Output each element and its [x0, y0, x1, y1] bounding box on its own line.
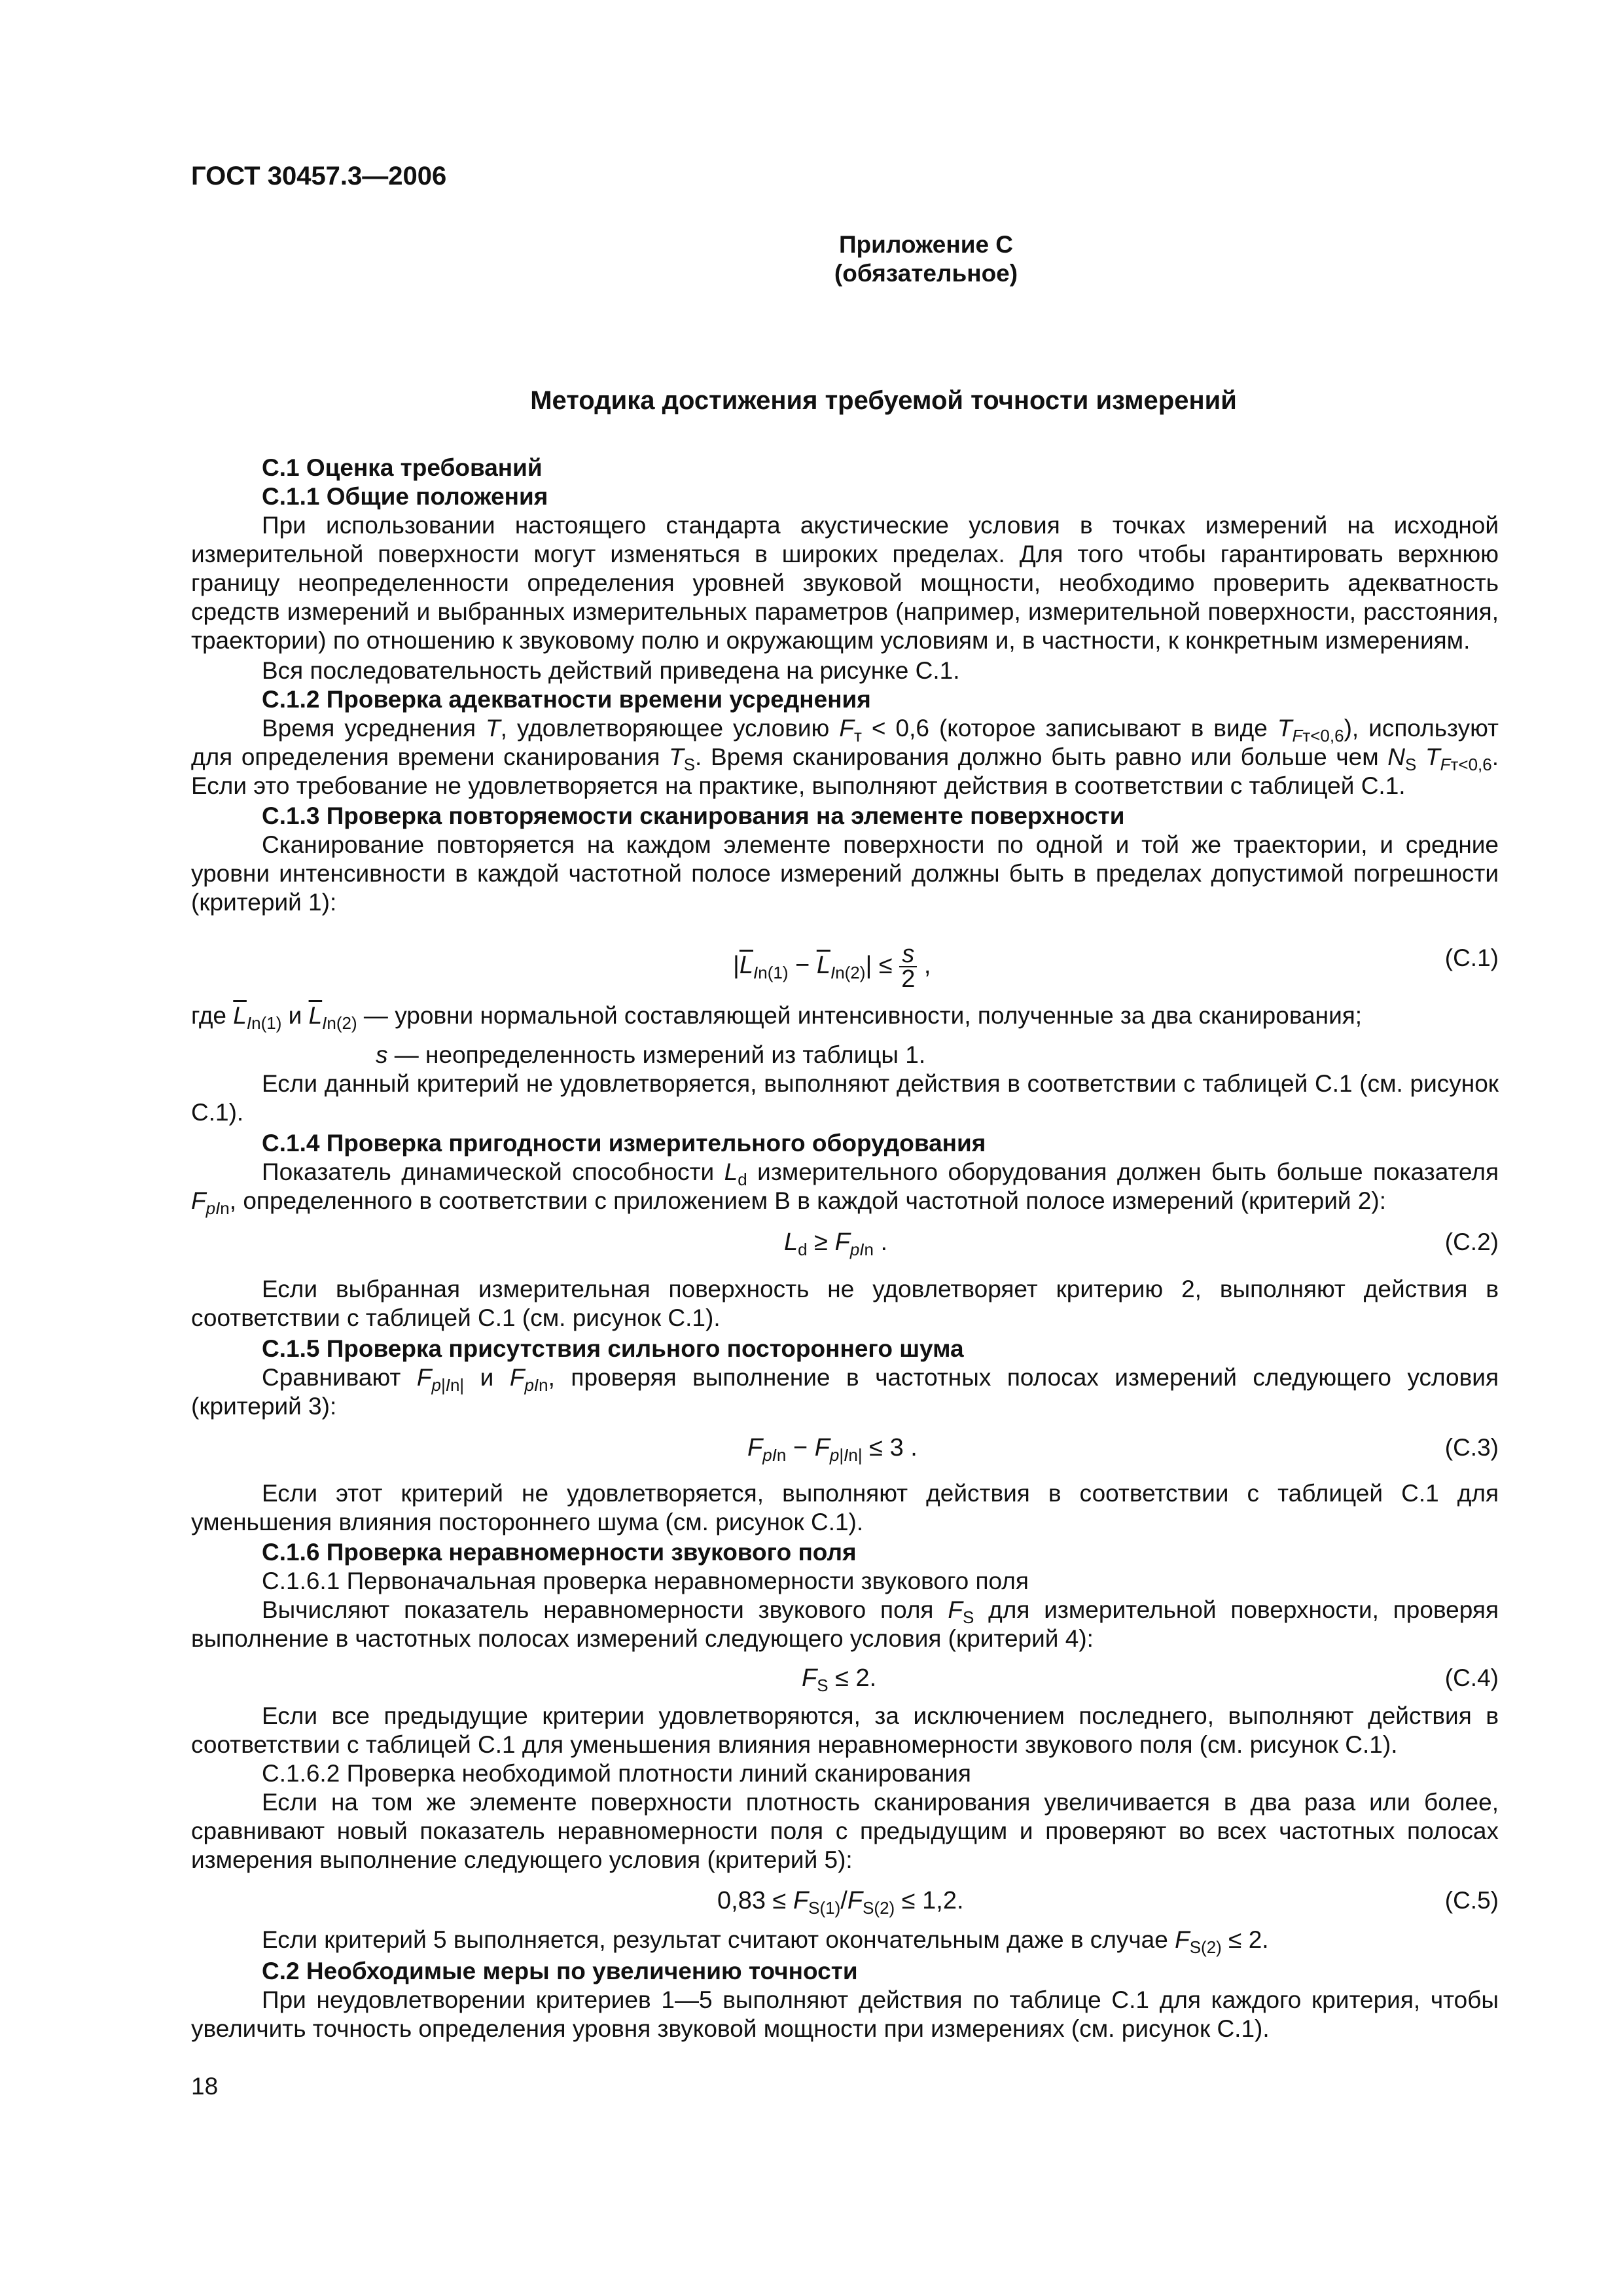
section-c13-heading: С.1.3 Проверка повторяемости сканирования на элементе поверхности [262, 802, 1125, 829]
equation-c1-where: где $\overline{L}_{In(1)}$ и $\overline{L}_{In(2)}$ — уровни нормальной составляющей интенсивности, полученные за два сканирования; [191, 1002, 1363, 1033]
section-c11-paragraph-2: Вся последовательность действий приведена на рисунке С.1. [262, 657, 960, 684]
section-c162-paragraph-2: Если критерий 5 выполняется, результат считают окончательным даже в случае $F_{S(2)} \le 2$. [262, 1926, 1269, 1957]
equation-c4-number: (С.4) [1444, 1664, 1499, 1691]
section-c15-paragraph: Сравнивают $F_{p|In|}$ и $F_{pIn}$, проверяя выполнение в частотных полосах измерений следующего условия (критерий 3): [191, 1364, 1499, 1420]
section-c15-paragraph-2: Если этот критерий не удовлетворяется, выполняют действия в соответствии с таблицей С.1 для уменьшения влияния постороннего шума (см. рисунок С.1). [191, 1480, 1499, 1535]
section-c13-paragraph: Сканирование повторяется на каждом элементе поверхности по одной и той же траектории, и средние уровни интенсивности в каждой частотной полосе измерений должны быть в пределах допустимой погрешности (критерий 1): [191, 831, 1499, 916]
equation-c1-number: (С.1) [1444, 944, 1499, 971]
page-number: 18 [191, 2073, 219, 2100]
section-c161-paragraph-2: Если все предыдущие критерии удовлетворяются, за исключением последнего, выполняют действия в соответствии с таблицей С.1 для уменьшения влияния неравномерности звукового поля (см. рисунок С.1). [191, 1702, 1499, 1758]
section-c16-heading: С.1.6 Проверка неравномерности звукового поля [262, 1539, 857, 1566]
appendix-status: (обязательное) [834, 260, 1018, 287]
equation-c5: $0,83 \le F_{S(1)}/F_{S(2)} \le 1,2$. [717, 1887, 964, 1918]
equation-c2-number: (С.2) [1444, 1229, 1499, 1255]
section-c12-paragraph: Время усреднения T, удовлетворяющее условию $F_т < 0,6$ (которое записывают в виде $T_{Fт<0,6}$), используют для определения времени сканирования $T_S$. Время сканирования должно быть равно или больше чем $N_S$ $T_{Fт<0,6}$. Если это требование не удовлетворяется на практике, выполняют действия в соответствии с таблицей С.1. [191, 715, 1499, 799]
equation-c3: $F_{pIn} - F_{p|In|} \le 3$ . [747, 1434, 918, 1465]
equation-c5-number: (С.5) [1444, 1887, 1499, 1914]
gost-header: ГОСТ 30457.3—2006 [191, 162, 447, 190]
appendix-title: Приложение С [838, 231, 1014, 258]
section-c162-heading: С.1.6.2 Проверка необходимой плотности линий сканирования [262, 1760, 971, 1787]
section-c12-heading: С.1.2 Проверка адекватности времени усреднения [262, 686, 871, 713]
section-c2-heading: С.2 Необходимые меры по увеличению точности [262, 1958, 858, 1984]
section-c15-heading: С.1.5 Проверка присутствия сильного постороннего шума [262, 1335, 964, 1362]
section-c161-heading: С.1.6.1 Первоначальная проверка неравномерности звукового поля [262, 1568, 1029, 1594]
section-c11-paragraph: При использовании настоящего стандарта акустические условия в точках измерений на исходной измерительной поверхности могут изменяться в широких пределах. Для того чтобы гарантировать верхнюю границу неопределенности определения уровней звуковой мощности, необходимо проверить адекватность средств измерений и выбранных измерительных параметров (например, измерительной поверхности, расстояния, траектории) по отношению к звуковому полю и окружающим условиям и, в частности, к конкретным измерениям. [191, 512, 1499, 654]
section-c14-paragraph-2: Если выбранная измерительная поверхность не удовлетворяет критерию 2, выполняют действия в соответствии с таблицей С.1 (см. рисунок С.1). [191, 1276, 1499, 1331]
section-c161-paragraph: Вычисляют показатель неравномерности звукового поля $F_S$ для измерительной поверхности, проверяя выполнение в частотных полосах измерений следующего условия (критерий 4): [191, 1596, 1499, 1652]
section-c1-heading: С.1 Оценка требований [262, 454, 543, 481]
document-title: Методика достижения требуемой точности измерений [530, 386, 1237, 415]
equation-c4: $F_S \le 2$. [802, 1664, 877, 1695]
equation-c2: $L_d \ge F_{pIn}$ . [784, 1229, 888, 1259]
equation-c1-s-definition: s — неопределенность измерений из таблицы 1. [376, 1041, 926, 1068]
section-c13-paragraph-2: Если данный критерий не удовлетворяется, выполняют действия в соответствии с таблицей С.1 (см. рисунок С.1). [191, 1070, 1499, 1126]
equation-c1: $|\overline{L}_{In(1)} - \overline{L}_{In(2)}|$ ≤ $\frac{s}{2}$ , [733, 941, 931, 993]
equation-c3-number: (С.3) [1444, 1434, 1499, 1461]
section-c2-paragraph: При неудовлетворении критериев 1—5 выполняют действия по таблице С.1 для каждого критерия, чтобы увеличить точность определения уровня звуковой мощности при измерениях (см. рисунок С.1). [191, 1986, 1499, 2042]
section-c14-heading: С.1.4 Проверка пригодности измерительного оборудования [262, 1130, 986, 1157]
section-c14-paragraph: Показатель динамической способности $L_d$ измерительного оборудования должен быть больше показателя $F_{pIn}$, определенного в соответствии с приложением В в каждой частотной полосе измерений (критерий 2): [191, 1158, 1499, 1218]
section-c162-paragraph: Если на том же элементе поверхности плотность сканирования увеличивается в два раза или более, сравнивают новый показатель неравномерности поля с предыдущим и проверяют во всех частотных полосах измерения выполнение следующего условия (критерий 5): [191, 1789, 1499, 1873]
section-c11-heading: С.1.1 Общие положения [262, 483, 548, 510]
